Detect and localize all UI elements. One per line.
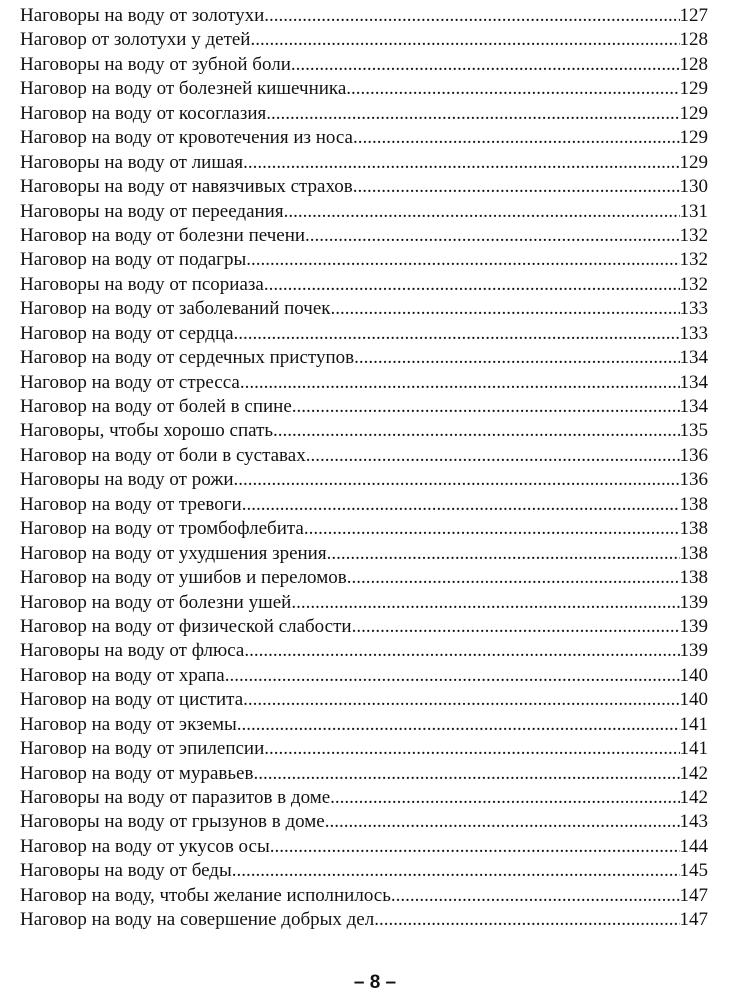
toc-entry-title: Наговоры на воду от псориаза xyxy=(20,273,264,295)
toc-entry xyxy=(20,102,708,126)
toc-entry xyxy=(20,713,708,737)
toc-entry-page-number: 132 xyxy=(679,224,708,246)
dot-leader xyxy=(270,835,680,859)
dot-leader xyxy=(284,200,680,224)
dot-leader xyxy=(292,395,680,419)
toc-entry-page-number: 138 xyxy=(679,542,708,564)
toc-entry xyxy=(20,517,708,541)
toc-entry xyxy=(20,419,708,443)
toc-entry-page-number: 141 xyxy=(679,738,708,760)
dot-leader xyxy=(325,810,680,834)
toc-entry xyxy=(20,468,708,492)
toc-entry xyxy=(20,566,708,590)
toc-entry-page-number: 138 xyxy=(679,493,708,515)
toc-entry xyxy=(20,224,708,248)
toc-entry-title: Наговор на воду от болей в спине xyxy=(20,396,292,417)
toc-entry-page-number: 144 xyxy=(679,835,708,857)
toc-entry-title: Наговор на воду от ушибов и переломов xyxy=(20,567,347,589)
toc-entry xyxy=(20,175,708,199)
toc-entry xyxy=(20,591,708,615)
toc-entry-page-number: 129 xyxy=(679,102,708,124)
dot-leader xyxy=(237,713,680,737)
dot-leader xyxy=(243,688,679,712)
dot-leader xyxy=(374,908,679,932)
dot-leader xyxy=(234,322,680,346)
toc-entry-title: Наговор на воду от болезни ушей xyxy=(20,591,292,613)
toc-entry xyxy=(20,297,708,321)
dot-leader xyxy=(240,371,680,395)
dot-leader xyxy=(305,224,679,248)
dot-leader xyxy=(225,664,680,688)
toc-entry-page-number: 147 xyxy=(679,909,708,931)
toc-entry-title: Наговор на воду от болезни печени xyxy=(20,224,306,246)
toc-entry xyxy=(20,126,708,150)
toc-entry-title: Наговор на воду от кровотечения из носа xyxy=(20,127,353,149)
page-number: – 8 – xyxy=(353,972,397,993)
dot-leader xyxy=(266,102,679,126)
toc-entry xyxy=(20,273,708,297)
dot-leader xyxy=(331,297,680,321)
toc-entry xyxy=(20,615,708,639)
toc-entry-title: Наговоры на воду от навязчивых страхов xyxy=(20,176,353,198)
toc-entry-page-number: 136 xyxy=(679,469,708,491)
toc-entry-title: Наговор на воду от боли в суставах xyxy=(20,444,306,466)
toc-entry-page-number: 132 xyxy=(679,249,708,271)
toc-entry-page-number: 129 xyxy=(679,127,708,149)
toc-entry-page-number: 136 xyxy=(679,444,708,466)
dot-leader xyxy=(243,151,679,175)
toc-entry-page-number: 139 xyxy=(679,640,708,662)
toc-entry-title: Наговор от золотухи у детей xyxy=(20,29,251,51)
dot-leader xyxy=(346,77,679,101)
toc-entry-title: Наговоры на воду от лишая xyxy=(20,151,244,173)
toc-entry xyxy=(20,248,708,272)
dot-leader xyxy=(306,444,680,468)
toc-entry xyxy=(20,28,708,52)
toc-entry-page-number: 133 xyxy=(679,322,708,344)
toc-entry-page-number: 129 xyxy=(679,78,708,100)
dot-leader xyxy=(291,53,680,77)
toc-entry-title: Наговор на воду от стресса xyxy=(20,371,240,393)
toc-entry-title: Наговор на воду от цистита xyxy=(20,689,244,711)
toc-entry-title: Наговор на воду от муравьев xyxy=(20,762,254,784)
toc-entry-title: Наговоры на воду от зубной боли xyxy=(20,53,291,75)
toc-entry-title: Наговоры на воду от флюса xyxy=(20,640,245,662)
toc-entry-page-number: 142 xyxy=(679,762,708,784)
toc-entry-title: Наговор на воду от храпа xyxy=(20,664,225,686)
toc-entry-page-number: 135 xyxy=(679,420,708,442)
toc-entry xyxy=(20,53,708,77)
toc-entry-page-number: 128 xyxy=(679,53,708,75)
toc-entry xyxy=(20,859,708,883)
toc-entry-title: Наговор на воду от сердца xyxy=(20,322,234,344)
dot-leader xyxy=(353,126,680,150)
toc-entry-title: Наговоры на воду от беды xyxy=(20,860,232,882)
toc-entry xyxy=(20,77,708,101)
toc-entry xyxy=(20,542,708,566)
toc-entry xyxy=(20,786,708,810)
dot-leader xyxy=(352,615,680,639)
dot-leader xyxy=(327,542,680,566)
toc-entry-title: Наговор на воду на совершение добрых дел xyxy=(20,909,375,931)
toc-entry-page-number: 134 xyxy=(679,371,708,393)
toc-entry-title: Наговор на воду от тромбофлебита xyxy=(20,518,304,540)
toc-entry-title: Наговоры на воду от переедания xyxy=(20,200,284,222)
toc-entry xyxy=(20,762,708,786)
toc-entry xyxy=(20,322,708,346)
toc-entry xyxy=(20,395,708,419)
toc-entry-title: Наговор на воду от тревоги xyxy=(20,493,242,515)
dot-leader xyxy=(330,786,679,810)
toc-entry-page-number: 142 xyxy=(679,787,708,808)
toc-entry-page-number: 145 xyxy=(679,860,708,882)
toc-entry-page-number: 139 xyxy=(679,615,708,637)
toc-entry xyxy=(20,493,708,517)
dot-leader xyxy=(273,419,679,443)
toc-entry-page-number: 130 xyxy=(679,176,708,198)
toc-entry-page-number: 143 xyxy=(679,811,708,833)
dot-leader xyxy=(250,28,679,52)
toc-entry-page-number: 127 xyxy=(679,5,708,26)
dot-leader xyxy=(234,468,680,492)
dot-leader xyxy=(391,884,680,908)
toc-entry-page-number: 134 xyxy=(679,347,708,369)
toc-entry-title: Наговоры на воду от рожи xyxy=(20,469,234,491)
dot-leader xyxy=(264,273,680,297)
toc-entry-title: Наговор на воду от подагры xyxy=(20,249,247,271)
toc-entry-title: Наговор на воду от заболеваний почек xyxy=(20,298,331,320)
toc-entry xyxy=(20,835,708,859)
toc-entry xyxy=(20,371,708,395)
toc-entry-title: Наговор на воду от физической слабости xyxy=(20,615,352,637)
toc-entry-page-number: 147 xyxy=(679,884,708,906)
toc-entry-title: Наговор на воду, чтобы желание исполнилось xyxy=(20,884,391,906)
toc-entry xyxy=(20,688,708,712)
toc-entry xyxy=(20,444,708,468)
toc-entry-title: Наговор на воду от косоглазия xyxy=(20,102,267,124)
toc-entry xyxy=(20,200,708,224)
table-of-contents xyxy=(20,4,708,933)
toc-entry-page-number: 133 xyxy=(679,298,708,320)
toc-entry-title: Наговоры на воду от паразитов в доме xyxy=(20,787,331,808)
dot-leader xyxy=(264,737,679,761)
toc-entry-title: Наговоры на воду от грызунов в доме xyxy=(20,811,325,833)
toc-entry-page-number: 131 xyxy=(679,200,708,222)
dot-leader xyxy=(354,346,679,370)
toc-entry xyxy=(20,664,708,688)
toc-entry-page-number: 141 xyxy=(679,713,708,735)
toc-entry xyxy=(20,810,708,834)
dot-leader xyxy=(232,859,680,883)
toc-entry-title: Наговор на воду от ухудшения зрения xyxy=(20,542,327,564)
dot-leader xyxy=(244,639,679,663)
toc-entry-page-number: 128 xyxy=(679,29,708,51)
dot-leader xyxy=(353,175,680,199)
toc-entry-title: Наговоры на воду от золотухи xyxy=(20,5,265,26)
toc-entry-title: Наговоры, чтобы хорошо спать xyxy=(20,420,274,442)
dot-leader xyxy=(291,591,679,615)
toc-entry-title: Наговор на воду от сердечных приступов xyxy=(20,347,355,369)
toc-entry xyxy=(20,151,708,175)
dot-leader xyxy=(347,566,680,590)
toc-entry xyxy=(20,4,708,28)
toc-entry-page-number: 140 xyxy=(679,689,708,711)
toc-entry-page-number: 134 xyxy=(679,396,708,417)
dot-leader xyxy=(253,762,679,786)
toc-entry-title: Наговор на воду от укусов осы xyxy=(20,835,270,857)
dot-leader xyxy=(242,493,680,517)
toc-entry xyxy=(20,884,708,908)
toc-entry-page-number: 138 xyxy=(679,518,708,540)
toc-entry xyxy=(20,737,708,761)
toc-entry-page-number: 140 xyxy=(679,664,708,686)
dot-leader xyxy=(304,517,680,541)
dot-leader xyxy=(264,4,679,28)
toc-entry-page-number: 129 xyxy=(679,151,708,173)
toc-entry-title: Наговор на воду от эпилепсии xyxy=(20,738,265,760)
toc-entry-page-number: 132 xyxy=(679,273,708,295)
toc-entry-title: Наговор на воду от экземы xyxy=(20,713,237,735)
toc-entry-page-number: 139 xyxy=(679,591,708,613)
toc-entry xyxy=(20,639,708,663)
toc-entry-title: Наговор на воду от болезней кишечника xyxy=(20,78,347,100)
toc-entry-page-number: 138 xyxy=(679,567,708,589)
toc-entry xyxy=(20,908,708,932)
dot-leader xyxy=(246,248,679,272)
toc-entry xyxy=(20,346,708,370)
